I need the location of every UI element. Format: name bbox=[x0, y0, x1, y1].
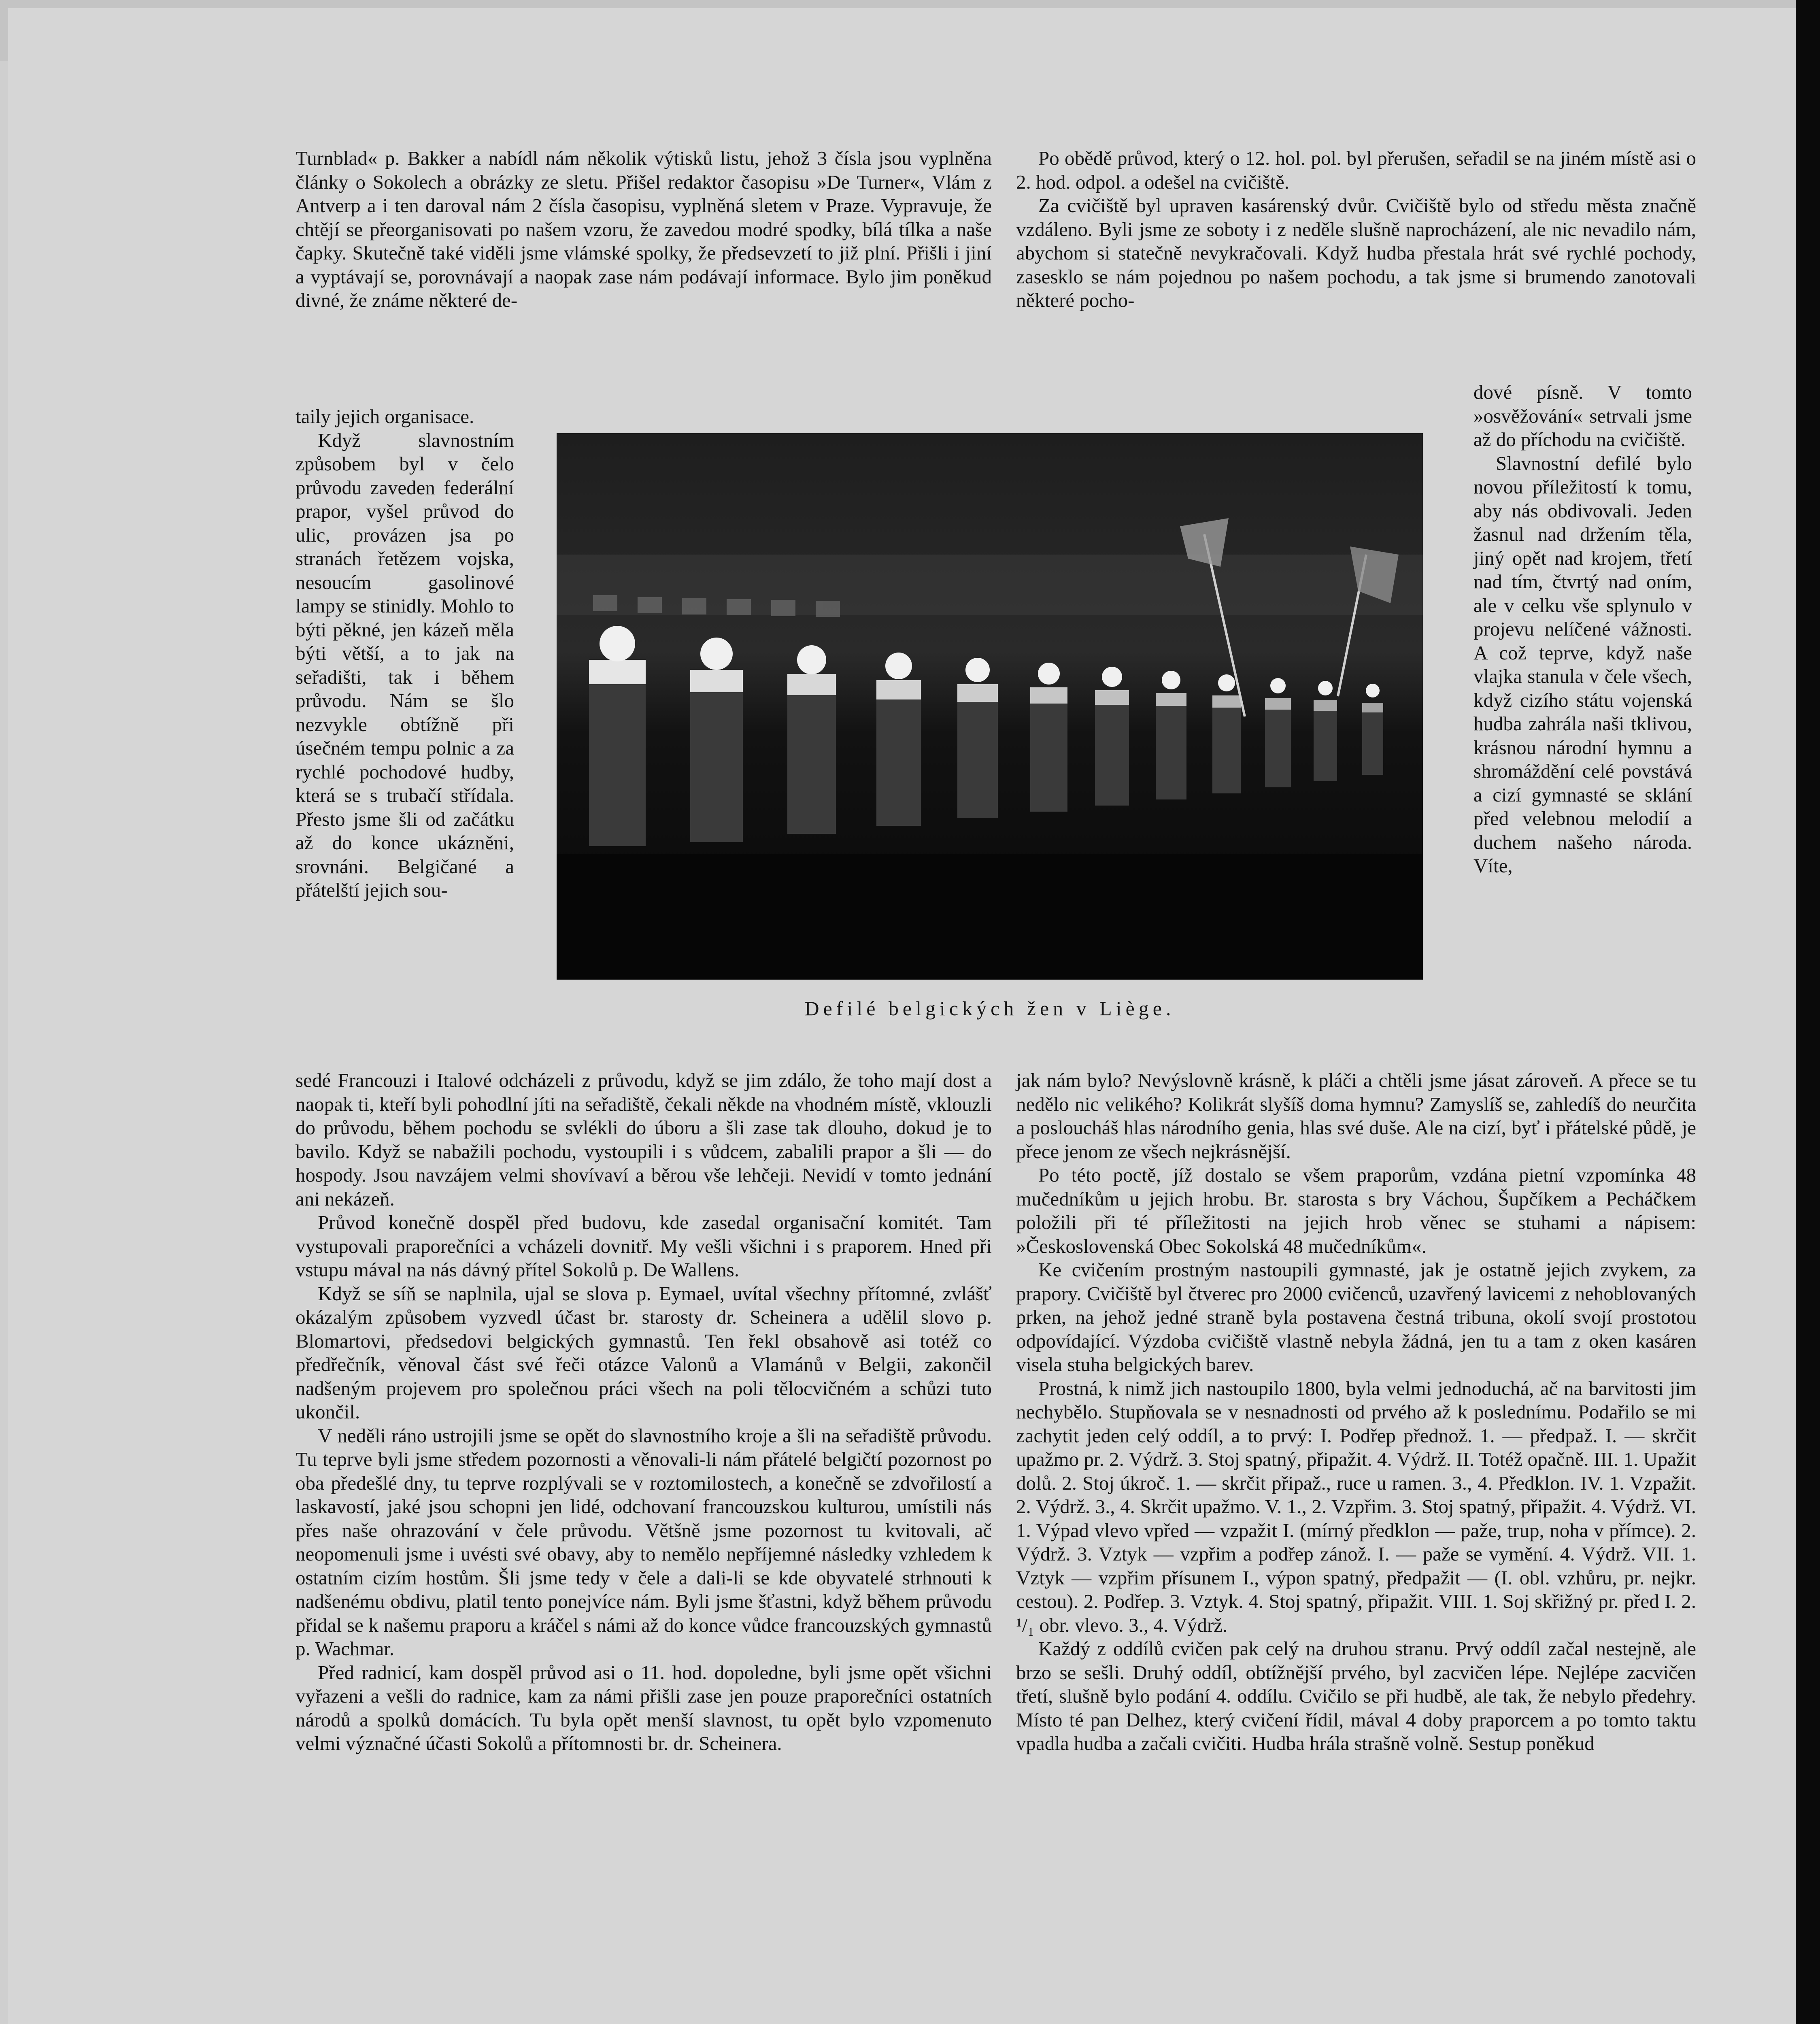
paragraph: Když se síň se naplnila, ujal se slova p. Eymael, uvítal všechny přítomné, zvlášť okázalým způsobem vyzvedl účast br. starosty dr. Scheinera a udělil slovo p. Blomartovi, předsedovi belgických gymnastů. Ten řekl obsahově asi totéž co předřečník, věnoval část své řeči otázce Valonů a Vlamánů v Belgii, zakončil nadšeným projevem pro společnou práci všech na poli tělocvičném a schůzi tuto ukončil. bbox=[296, 1282, 992, 1423]
paragraph: sedé Francouzi i Italové odcházeli z průvodu, když se jim zdálo, že toho mají dost a naopak ti, kteří byli pohodlní jíti na seřadiště, čekali někde na vhodném místě, vklouzli do průvodu, během pochodu se svlékli do úboru a šli zase tak dlouho, dokud je to bavilo. Když se nabažili pochodu, vystoupili i s vůdcem, zabalili prapor a šli — do hospody. Jsou navzájem velmi shovívaví a běrou vše lehčeji. Nevidí v tomto jednání ani nekázeň. bbox=[296, 1069, 992, 1210]
photo-defile bbox=[557, 433, 1423, 980]
right-column-bottom bbox=[1016, 1069, 1696, 1756]
paragraph: Průvod konečně dospěl před budovu, kde zasedal organisační komitét. Tam vystupovali praporečníci a vcházeli dovnitř. My vešli všichni i s praporem. Hned při vstupu mával na nás dávný přítel Sokolů p. De Wallens. bbox=[296, 1211, 992, 1281]
left-column-top bbox=[296, 147, 992, 313]
paragraph: Slavnostní defilé bylo novou příležitostí k tomu, aby nás obdivovali. Jeden žasnul nad držením těla, jiný opět nad krojem, třetí nad tím, čtvrtý nad oním, ale v celku vše splynulo v projevu nelíčené vážnosti. A což teprve, když naše vlajka stanula v čele všech, když cizího státu vojenská hudba zahrála naši tklivou, krásnou národní hymnu a shromáždění celé povstává a cizí gymnasté se sklání před velebnou melodií a duchem našeho národa. Víte, bbox=[1473, 452, 1692, 877]
paragraph: jak nám bylo? Nevýslovně krásně, k pláči a chtěli jsme jásat zároveň. A přece se tu nedělo nic velikého? Kolikrát slyšíš doma hymnu? Zamyslíš se, zahledíš do neurčita a posloucháš hlas národního genia, hlas své duše. Ale na cizí, byť i přátelské půdě, je přece jenom ze všech nejkrásnější. bbox=[1016, 1069, 1696, 1163]
paragraph: Turnblad« p. Bakker a nabídl nám několik výtisků listu, jehož 3 čísla jsou vyplněna články o Sokolech a obrázky ze sletu. Přišel redaktor časopisu »De Turner«, Vlám z Antverp a i ten daroval nám 2 čísla časopisu, vyplněná sletem v Praze. Vypravuje, že chtějí se přeorganisovati po našem vzoru, že zavedou modré spodky, bílá tílka a naše čapky. Skutečně také viděli jsme vlámské spolky, že předsevzetí to již plní. Přišli i jiní a vyptávají se, porovnávají a naopak zase nám podávají informace. Bylo jim poněkud divné, že známe některé de- bbox=[296, 147, 992, 311]
paragraph: Po této poctě, jíž dostalo se všem praporům, vzdána pietní vzpomínka 48 mučedníkům u jejich hrobu. Br. starosta s bry Váchou, Šupčíkem a Pecháčkem položili při té příležitosti na jejich hrob věnec se stuhami a nápisem: »Československá Obec Sokolská 48 mučedníkům«. bbox=[1016, 1164, 1696, 1257]
left-column-bottom bbox=[296, 1069, 992, 1756]
paragraph: Před radnicí, kam dospěl průvod asi o 11. hod. dopoledne, byli jsme opět všichni vyřazeni a vešli do radnice, kam za námi přišli zase jen pouze praporečníci ostatních národů a spolků domácích. Tu byla opět menší slavnost, tu opět bylo vzpomenuto velmi význačné účasti Sokolů a přítomnosti br. dr. Scheinera. bbox=[296, 1661, 992, 1754]
left-column-narrow bbox=[296, 405, 514, 902]
paragraph: Každý z oddílů cvičen pak celý na druhou stranu. Prvý oddíl začal nestejně, ale brzo se sešli. Druhý oddíl, obtížnější prvého, byl zacvičen lépe. Nejlépe zacvičen třetí, slušně bylo podání 4. oddílu. Cvičilo se při hudbě, ale tak, že nebylo předehry. Místo té pan Delhez, který cvičení řídil, mával 4 doby praporcem a po tomto taktu vpadla hudba a začali cvičiti. Hudba hrála strašně volně. Sestup poněkud bbox=[1016, 1637, 1696, 1754]
paragraph: V neděli ráno ustrojili jsme se opět do slavnostního kroje a šli na seřadiště průvodu. Tu teprve byli jsme středem pozornosti a věnovali-li nám přátelé belgičtí pozornost po oba předešlé dny, tu teprve rozplývali se v roztomilostech, a konečně se zdvořilostí a laskavostí, jaké jsou schopni jen lidé, odchovaní francouzskou kulturou, umístili nás přes naše ohrazování v čele průvodu. Většně jsme pozornost tu kvitovali, ač neopomenuli jsme i uvésti své obavy, aby to nemělo nepříjemné následky vzhledem k ostatním cizím hostům. Šli jsme tedy v čele a dali-li se kde obyvatelé strhnouti k nadšenému obdivu, platil tento ponejvíce nám. Byli jsme šťastni, když během průvodu přidal se k našemu praporu a kráčel s námi až do konce vůdce francouzských gymnastů p. Wachmar. bbox=[296, 1424, 992, 1660]
scan-border-right bbox=[1796, 0, 1820, 2024]
right-column-narrow bbox=[1473, 381, 1692, 878]
right-column-top bbox=[1016, 147, 1696, 313]
paragraph: Za cvičiště byl upraven kasárenský dvůr. Cvičiště bylo od středu města značně vzdáleno. Byli jsme ze soboty i z neděle slušně naprocházení, ale nic nevadilo nám, abychom si statečně nevykračovali. Když hudba přestala hrát své rychlé pochody, zasesklo se nám pojednou po našem pochodu, a tak jsme si brumendo zanotovali některé pocho- bbox=[1016, 194, 1696, 311]
paragraph: taily jejich organisace. bbox=[296, 405, 474, 427]
paragraph: Po obědě průvod, který o 12. hol. pol. byl přerušen, seřadil se na jiném místě asi o 2. hod. odpol. a odešel na cvičiště. bbox=[1016, 147, 1696, 193]
paragraph: Když slavnostním způsobem byl v čelo průvodu zaveden federální prapor, vyšel průvod do ulic, provázen jsa po stranách řetězem vojska, nesoucím gasolinové lampy se stinidly. Mohlo to býti pěkné, jen kázeň měla býti větší, a to jak na seřadišti, tak i během průvodu. Nám se šlo nezvykle obtížně při úsečném tempu polnic a za rychlé pochodové hudby, která se s trubačí střídala. Přesto jsme šli od začátku až do konce ukázněni, srovnáni. Belgičané a přátelští jejich sou- bbox=[296, 429, 514, 901]
photo-caption: Defilé belgických žen v Liège. bbox=[804, 997, 1175, 1020]
paragraph: Ke cvičením prostným nastoupili gymnasté, jak je ostatně jejich zvykem, za prapory. Cvičiště byl čtverec pro 2000 cvičenců, uzavřený lavicemi z nehoblovaných prken, na jehož jedné straně byla postavena čestná tribuna, okolí svojí prostotou odpovídající. Výzdoba cvičiště vlastně nebyla žádná, jen tu a tam z oken kasáren visela stuha belgických barev. bbox=[1016, 1259, 1696, 1376]
paragraph: dové písně. V tomto »osvěžování« setrvali jsme až do příchodu na cvičiště. bbox=[1473, 381, 1692, 451]
paragraph: Prostná, k nimž jich nastoupilo 1800, byla velmi jednoduchá, ač na barvitosti jim nechybělo. Stupňovala se v nesnadnosti od prvého až k poslednímu. Podařilo se mi zachytit jeden celý oddíl, a to prvý: I. Podřep přednož. 1. — předpaž. I. — skrčit upažmo pr. 2. Výdrž. 3. Stoj spatný, připažit. 4. Výdrž. II. Totéž opačně. III. 1. Upažit dolů. 2. Stoj úkroč. 1. — skrčit připaž., ruce u ramen. 3., 4. Předklon. IV. 1. Vzpažit. 2. Výdrž. 3., 4. Skrčit upažmo. V. 1., 2. Vzpřim. 3. Stoj spatný, připažit. 4. Výdrž. VI. 1. Výpad vlevo vpřed — vzpažit I. (mírný předklon — paže, trup, noha v přímce). 2. Výdrž. 3. Vztyk — vzpřim a podřep zánož. I. — paže se vymění. 4. Výdrž. VII. 1. Vztyk — vzpřim přísunem I., výpon spatný, předpažit — (I. obl. vzhůru, pr. nejkr. cestou). 2. Podřep. 3. Vztyk. 4. Stoj spatný, připažit. VIII. 1. Soj skřižný pr. před I. 2. ¹/₁ obr. vlevo. 3., 4. Výdrž. bbox=[1016, 1377, 1696, 1636]
